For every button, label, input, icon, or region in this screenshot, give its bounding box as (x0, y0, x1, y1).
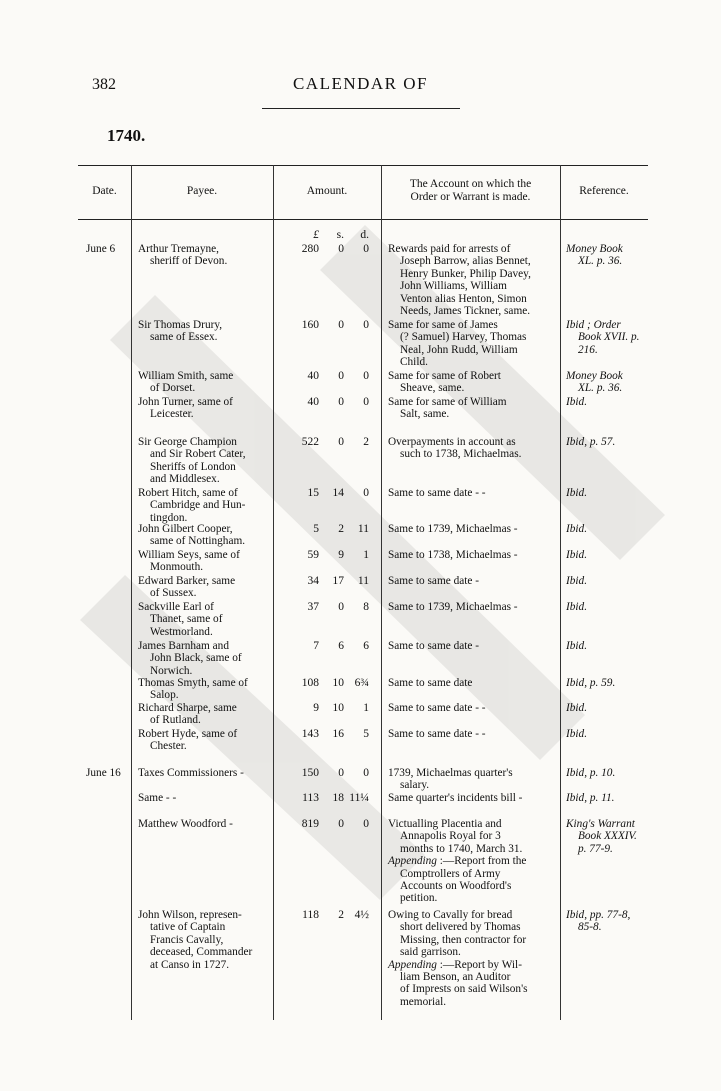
amount-pence: 0 (363, 370, 369, 382)
column-header-payee: Payee. (186, 185, 218, 197)
text-line: Taxes Commissioners - (138, 767, 244, 779)
text-line: Ibid. (566, 549, 588, 561)
text-line: Sir George Champion (138, 436, 237, 448)
amount-pounds: 522 (301, 436, 319, 448)
amount-shillings: 10 (332, 702, 344, 714)
text-line: Same for same of James (388, 319, 498, 331)
text-line: Same to same date - - (388, 487, 486, 499)
text-line: John Gilbert Cooper, (138, 523, 233, 535)
entry-payee (138, 549, 266, 574)
entry-payee (138, 728, 266, 753)
entry-reference (566, 601, 648, 613)
appending-label: Appending (388, 958, 437, 971)
text-line: Richard Sharpe, same (138, 702, 237, 714)
entry-reference (566, 677, 648, 689)
amount-shillings: 0 (338, 243, 344, 255)
amount-shillings: 17 (332, 575, 344, 587)
entry-reference (566, 728, 648, 740)
entry-payee (138, 319, 266, 344)
amount-pounds: 34 (307, 575, 319, 587)
column-divider (560, 165, 561, 1020)
text-line: Same for same of William (388, 396, 507, 408)
entry-account (388, 396, 554, 421)
text-line: of Sussex. (150, 587, 197, 600)
text-line: Ibid, p. 10. (566, 767, 616, 779)
entry-payee (138, 640, 266, 677)
entry-payee (138, 677, 266, 702)
amount-shillings: 0 (338, 767, 344, 779)
text-line: Accounts on Woodford's (400, 880, 512, 893)
text-line: Rewards paid for arrests of (388, 243, 511, 255)
entry-reference (566, 818, 648, 855)
entry-reference (566, 523, 648, 535)
text-line: at Canso in 1727. (150, 958, 230, 971)
text-line: Same to same date (388, 677, 473, 689)
entry-reference (566, 370, 648, 395)
entry-account (388, 792, 554, 804)
text-line: Ibid, p. 57. (566, 436, 616, 448)
amount-pounds: 160 (301, 319, 319, 331)
text-line: tingdon. (150, 511, 188, 524)
text-line: 216. (578, 343, 598, 356)
amount-pounds: 108 (301, 677, 319, 689)
amount-pence: 4½ (354, 909, 369, 921)
text-line: same of Nottingham. (150, 535, 246, 548)
entry-reference (566, 575, 648, 587)
text-line: Ibid. (566, 640, 588, 652)
amount-pence: 1 (363, 549, 369, 561)
amount-shillings: 0 (338, 396, 344, 408)
entry-payee (138, 601, 266, 638)
amount-pounds: 280 (301, 243, 319, 255)
entry-reference (566, 549, 648, 561)
text-line: Same to same date - - (388, 728, 486, 740)
amount-shillings: 0 (338, 818, 344, 830)
column-header-date: Date. (92, 185, 117, 197)
text-line: of Dorset. (150, 382, 196, 395)
text-line: 1739, Michaelmas quarter's (388, 767, 513, 779)
amount-shillings: 0 (338, 601, 344, 613)
text-line: Ibid, p. 11. (566, 792, 615, 804)
entry-account (388, 487, 554, 499)
entry-account (388, 702, 554, 714)
entry-reference (566, 702, 648, 714)
entry-payee (138, 702, 266, 727)
text-line: Monmouth. (150, 561, 204, 574)
entry-account (388, 319, 554, 369)
text-line: deceased, Commander (150, 946, 253, 959)
text-line: Ibid. (566, 487, 588, 499)
entry-payee (138, 818, 266, 830)
text-line: Same to same date - (388, 575, 479, 587)
amount-pence: 8 (363, 601, 369, 613)
text-line: liam Benson, an Auditor (400, 971, 511, 984)
entry-payee (138, 243, 266, 268)
entry-account (388, 818, 554, 905)
text-line: Ibid ; Order (566, 319, 621, 331)
entry-account (388, 728, 554, 740)
entry-payee (138, 909, 266, 971)
text-line: Joseph Barrow, alias Bennet, (400, 255, 531, 268)
text-line: Norwich. (150, 664, 193, 677)
text-line: Chester. (150, 740, 187, 753)
amount-pence: 0 (363, 487, 369, 499)
amount-pounds: 59 (307, 549, 319, 561)
text-line: tative of Captain (150, 921, 226, 934)
text-line: Same to 1738, Michaelmas - (388, 549, 518, 561)
entry-account (388, 909, 554, 1008)
shillings-header: s. (336, 229, 344, 241)
amount-pence: 0 (363, 767, 369, 779)
text-line: p. 77-9. (578, 842, 613, 855)
amount-pence: 2 (363, 436, 369, 448)
text-line: memorial. (400, 995, 447, 1008)
entry-payee (138, 575, 266, 600)
column-header-account-line: The Account on which the (409, 178, 532, 190)
text-line: Child. (400, 356, 428, 369)
text-line: months to 1740, March 31. (400, 842, 523, 855)
text-line: Victualling Placentia and (388, 818, 502, 830)
amount-pence: 1 (363, 702, 369, 714)
text-line: Money Book (566, 243, 623, 255)
text-line: Neal, John Rudd, William (400, 343, 518, 356)
amount-shillings: 10 (332, 677, 344, 689)
text-line: Robert Hyde, same of (138, 728, 238, 740)
entry-account (388, 575, 554, 587)
amount-pounds: 40 (307, 396, 319, 408)
entry-payee (138, 487, 266, 524)
entry-payee (138, 396, 266, 421)
amount-shillings: 2 (338, 909, 344, 921)
entry-account (388, 677, 554, 689)
text-line: Henry Bunker, Philip Davey, (400, 267, 531, 280)
amount-pounds: 5 (313, 523, 319, 535)
text-line: John Black, same of (150, 652, 242, 665)
text-line: John Wilson, represen- (138, 909, 242, 921)
entry-reference (566, 396, 648, 408)
amount-pounds: 118 (302, 909, 319, 921)
text-line: Ibid, p. 59. (566, 677, 616, 689)
text-line: of Imprests on said Wilson's (400, 983, 528, 996)
pence-header: d. (360, 229, 369, 241)
amount-pence: 5 (363, 728, 369, 740)
text-line: sheriff of Devon. (150, 255, 228, 268)
text-line: Ibid. (566, 396, 588, 408)
year-heading: 1740. (107, 126, 146, 145)
text-line: Arthur Tremayne, (138, 243, 219, 255)
amount-pounds: 40 (307, 370, 319, 382)
text-line: Sackville Earl of (138, 601, 214, 613)
text-line: Overpayments in account as (388, 436, 516, 448)
amount-shillings: 9 (338, 549, 344, 561)
table-header-rule (78, 219, 648, 220)
text-line: Venton alias Henton, Simon (400, 292, 527, 305)
entry-account (388, 640, 554, 652)
amount-pence: 0 (363, 396, 369, 408)
entry-account (388, 370, 554, 395)
text-line: Book XXXIV. (578, 830, 637, 843)
entry-account (388, 523, 554, 535)
entry-payee (138, 370, 266, 395)
text-line: XL. p. 36. (578, 382, 623, 395)
entry-reference (566, 243, 648, 268)
entry-payee (138, 767, 266, 779)
text-line: said garrison. (400, 946, 461, 959)
running-title: CALENDAR OF (292, 74, 429, 93)
column-header-reference: Reference. (579, 185, 629, 197)
amount-pounds: 37 (307, 601, 319, 613)
text-line: Ibid. (566, 728, 588, 740)
text-line: Missing, then contractor for (400, 933, 527, 946)
amount-pounds: 143 (301, 728, 319, 740)
text-line: of Rutland. (150, 714, 201, 727)
text-line: (? Samuel) Harvey, Thomas (400, 331, 527, 344)
column-header-account (381, 178, 560, 204)
entry-account (388, 767, 554, 792)
entry-account (388, 436, 554, 461)
amount-pounds: 15 (307, 487, 319, 499)
column-divider (381, 165, 382, 1020)
column-divider (131, 165, 132, 1020)
table-top-rule (78, 165, 648, 166)
text-line: Ibid. (566, 523, 588, 535)
text-line: Book XVII. p. (578, 331, 640, 344)
text-line: Edward Barker, same (138, 575, 236, 587)
text-line: Comptrollers of Army (400, 867, 501, 880)
amount-shillings: 6 (338, 640, 344, 652)
entry-reference (566, 909, 648, 934)
text-line: Needs, James Tickner, same. (400, 305, 531, 318)
text-line: petition. (400, 892, 438, 905)
amount-pence: 11 (357, 523, 369, 535)
text-line: Leicester. (150, 408, 194, 421)
text-line: Salop. (150, 689, 179, 702)
text-line: XL. p. 36. (578, 255, 623, 268)
entry-date: June 16 (86, 767, 121, 779)
text-line: salary. (400, 779, 430, 792)
text-line: Ibid. (566, 575, 588, 587)
text-line: King's Warrant (566, 818, 635, 830)
text-line: Owing to Cavally for bread (388, 909, 513, 921)
text-line: John Williams, William (400, 280, 507, 293)
entry-reference (566, 792, 648, 804)
entry-reference (566, 436, 648, 448)
page-number: 382 (92, 76, 116, 93)
entry-account (388, 243, 554, 317)
text-line: William Seys, same of (138, 549, 240, 561)
amount-pounds: 150 (301, 767, 319, 779)
text-line: Sir Thomas Drury, (138, 319, 223, 331)
text-line: Francis Cavally, (150, 933, 224, 946)
text-line: Ibid. (566, 702, 588, 714)
text-line: Matthew Woodford - (138, 818, 233, 830)
amount-shillings: 14 (332, 487, 344, 499)
text-line: Thanet, same of (150, 613, 223, 626)
amount-pence: 0 (363, 319, 369, 331)
amount-shillings: 0 (338, 436, 344, 448)
text-line: short delivered by Thomas (400, 921, 521, 934)
appending-label: Appending (388, 855, 437, 868)
text-line: Appending :—Report from the (388, 855, 527, 868)
text-line: 85-8. (578, 921, 602, 934)
entry-reference (566, 487, 648, 499)
amount-shillings: 0 (338, 319, 344, 331)
text-line: Cambridge and Hun- (150, 499, 246, 512)
text-line: and Middlesex. (150, 473, 220, 486)
text-line: Same to same date - (388, 640, 479, 652)
text-line: Same - - (138, 792, 177, 804)
text-line: Same quarter's incidents bill - (388, 792, 523, 804)
column-divider (273, 165, 274, 1020)
entry-account (388, 601, 554, 613)
text-line: Same to same date - - (388, 702, 486, 714)
header-rule (262, 108, 460, 109)
text-line: John Turner, same of (138, 396, 233, 408)
amount-pence: 6 (363, 640, 369, 652)
text-line: same of Essex. (150, 331, 218, 344)
entry-payee (138, 436, 266, 486)
text-line: William Smith, same (138, 370, 234, 382)
entry-date: June 6 (86, 243, 116, 255)
entry-reference (566, 319, 648, 356)
column-header-account-line: Order or Warrant is made. (410, 191, 531, 203)
text-line: Sheave, same. (400, 382, 465, 395)
amount-pence: 0 (363, 818, 369, 830)
column-header-amount: Amount. (306, 185, 348, 197)
text-line: Ibid. (566, 601, 588, 613)
entry-reference (566, 767, 648, 779)
amount-pounds: 9 (313, 702, 319, 714)
entry-reference (566, 640, 648, 652)
text-line: Sheriffs of London (150, 460, 236, 473)
amount-pence: 11¼ (349, 792, 369, 804)
entry-account (388, 549, 554, 561)
text-line: Same for same of Robert (388, 370, 501, 382)
entry-payee (138, 523, 266, 548)
amount-shillings: 18 (332, 792, 344, 804)
text-line: and Sir Robert Cater, (150, 448, 246, 461)
amount-shillings: 16 (332, 728, 344, 740)
text-line: Salt, same. (400, 408, 450, 421)
text-line: Westmorland. (150, 625, 213, 638)
amount-pounds: 7 (313, 640, 319, 652)
amount-shillings: 2 (338, 523, 344, 535)
text-line: such to 1738, Michaelmas. (400, 448, 522, 461)
text-line: Appending :—Report by Wil- (388, 958, 522, 971)
text-line: Ibid, pp. 77-8, (566, 909, 631, 921)
amount-pounds: 113 (302, 792, 319, 804)
pounds-header: £ (313, 229, 319, 241)
amount-pence: 0 (363, 243, 369, 255)
text-line: Annapolis Royal for 3 (400, 830, 501, 843)
amount-shillings: 0 (338, 370, 344, 382)
text-line: James Barnham and (138, 640, 229, 652)
text-line: Same to 1739, Michaelmas - (388, 523, 518, 535)
amount-pounds: 819 (301, 818, 319, 830)
text-line: Money Book (566, 370, 623, 382)
text-line: Robert Hitch, same of (138, 487, 238, 499)
entry-payee (138, 792, 266, 804)
text-line: Thomas Smyth, same of (138, 677, 248, 689)
text-line: Same to 1739, Michaelmas - (388, 601, 518, 613)
amount-pence: 6¾ (354, 677, 369, 689)
amount-pence: 11 (357, 575, 369, 587)
